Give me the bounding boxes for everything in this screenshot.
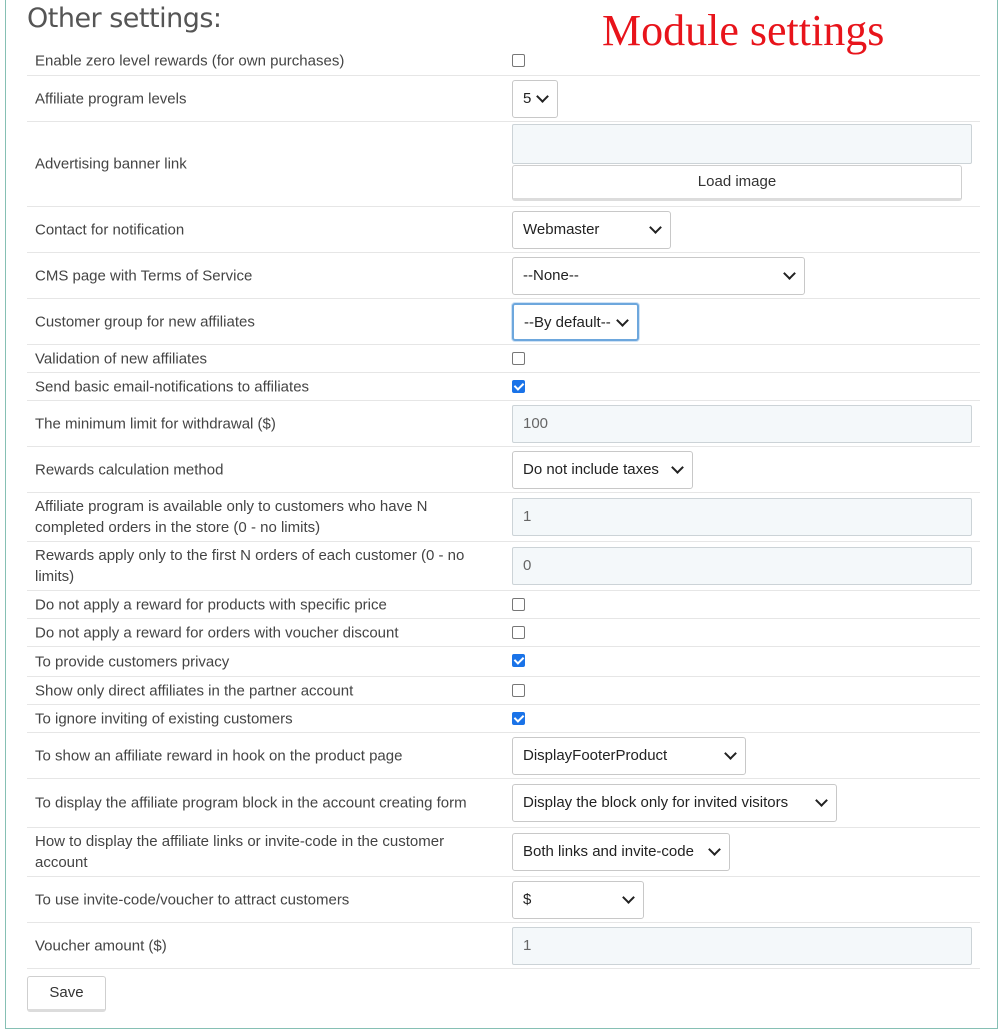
affiliate-levels-select[interactable] [512, 80, 558, 118]
affiliate-levels-value: 5 [523, 89, 532, 107]
setting-row-zero-level-rewards [27, 47, 980, 76]
min-withdrawal-input[interactable]: 100 [512, 405, 972, 443]
setting-row-validation-affiliates [27, 345, 980, 373]
specific-price-checkbox[interactable] [512, 598, 525, 611]
banner-link-label: Advertising banner link [35, 155, 187, 173]
links-display-value: Both links and invite-code [523, 843, 694, 860]
chevron-down-icon [536, 90, 549, 103]
setting-row-cms-terms [27, 253, 980, 299]
setting-row-links-display [27, 828, 980, 877]
invite-voucher-select[interactable] [512, 881, 644, 919]
customer-privacy-checkbox[interactable] [512, 654, 525, 667]
setting-row-customer-group [27, 299, 980, 345]
cms-terms-select[interactable] [512, 257, 805, 295]
voucher-discount-label: Do not apply a reward for orders with voucher discount [35, 624, 399, 641]
account-block-value: Display the block only for invited visitors [523, 794, 789, 811]
first-n-orders-input[interactable]: 0 [512, 547, 972, 585]
voucher-amount-label: Voucher amount ($) [35, 937, 167, 954]
affiliate-levels-label: Affiliate program levels [35, 90, 187, 107]
account-block-select[interactable] [512, 784, 837, 822]
chevron-down-icon [649, 221, 662, 234]
rewards-method-label: Rewards calculation method [35, 461, 224, 478]
rewards-method-select[interactable] [512, 451, 693, 489]
setting-row-min-orders [27, 493, 980, 542]
email-notifications-checkbox[interactable] [512, 380, 525, 393]
reward-hook-select[interactable] [512, 737, 746, 775]
zero-level-rewards-checkbox[interactable] [512, 54, 525, 67]
setting-row-banner-link [27, 122, 980, 207]
reward-hook-label: To show an affiliate reward in hook on the product page [35, 747, 403, 764]
cms-terms-label: CMS page with Terms of Service [35, 267, 253, 284]
contact-notification-value: Webmaster [523, 220, 600, 238]
chevron-down-icon [708, 843, 721, 856]
ignore-existing-label: To ignore inviting of existing customers [35, 710, 293, 727]
voucher-amount-input[interactable]: 1 [512, 927, 972, 965]
setting-row-email-notifications [27, 373, 980, 401]
voucher-discount-checkbox[interactable] [512, 626, 525, 639]
setting-row-invite-voucher [27, 877, 980, 923]
reward-hook-value: DisplayFooterProduct [523, 746, 668, 764]
min-orders-label: Affiliate program is available only to customers who have N completed orders in the store (0 - no limits) [35, 498, 428, 536]
setting-row-ignore-existing [27, 705, 980, 733]
customer-group-select[interactable] [512, 303, 639, 341]
links-display-label: How to display the affiliate links or invite-code in the customer account [35, 833, 445, 871]
chevron-down-icon [724, 747, 737, 760]
contact-notification-label: Contact for notification [35, 221, 185, 238]
email-notifications-label: Send basic email-notifications to affiliates [35, 378, 310, 395]
setting-row-account-block [27, 779, 980, 828]
banner-link-input[interactable] [512, 124, 972, 164]
direct-affiliates-checkbox[interactable] [512, 684, 525, 697]
chevron-down-icon [783, 267, 796, 280]
rewards-method-value: Do not include taxes [523, 460, 659, 478]
zero-level-rewards-label: Enable zero level rewards (for own purchases) [35, 52, 345, 70]
ignore-existing-checkbox[interactable] [512, 712, 525, 725]
chevron-down-icon [671, 461, 684, 474]
chevron-down-icon [622, 891, 635, 904]
setting-row-contact-notification [27, 207, 980, 253]
links-display-select[interactable] [512, 833, 730, 871]
validation-affiliates-label: Validation of new affiliates [35, 350, 208, 367]
min-orders-input[interactable]: 1 [512, 498, 972, 536]
invite-voucher-value: $ [523, 890, 532, 908]
customer-group-label: Customer group for new affiliates [35, 313, 255, 330]
setting-row-direct-affiliates [27, 677, 980, 705]
min-withdrawal-label: The minimum limit for withdrawal ($) [35, 415, 276, 432]
setting-row-min-withdrawal [27, 401, 980, 447]
setting-row-first-n-orders [27, 542, 980, 591]
customer-privacy-label: To provide customers privacy [35, 653, 230, 670]
setting-row-voucher-discount [27, 619, 980, 647]
cms-terms-value: --None-- [523, 266, 579, 284]
setting-row-voucher-amount [27, 923, 980, 969]
section-title: Other settings: [27, 3, 222, 34]
setting-row-reward-hook [27, 733, 980, 779]
contact-notification-select[interactable] [512, 211, 671, 249]
setting-row-customer-privacy [27, 647, 980, 677]
first-n-orders-label: Rewards apply only to the first N orders of each customer (0 - no limits) [35, 547, 465, 585]
specific-price-label: Do not apply a reward for products with specific price [35, 596, 387, 613]
setting-row-rewards-method [27, 447, 980, 493]
chevron-down-icon [815, 794, 828, 807]
validation-affiliates-checkbox[interactable] [512, 352, 525, 365]
direct-affiliates-label: Show only direct affiliates in the partner account [35, 682, 354, 699]
setting-row-specific-price [27, 591, 980, 619]
setting-row-affiliate-levels [27, 76, 980, 122]
account-block-label: To display the affiliate program block in the account creating form [35, 794, 467, 812]
save-button[interactable]: Save [27, 976, 106, 1012]
chevron-down-icon [616, 314, 629, 327]
load-image-button[interactable]: Load image [512, 165, 962, 201]
invite-voucher-label: To use invite-code/voucher to attract customers [35, 891, 350, 908]
module-title: Module settings [602, 6, 885, 55]
customer-group-value: --By default-- [524, 313, 611, 331]
